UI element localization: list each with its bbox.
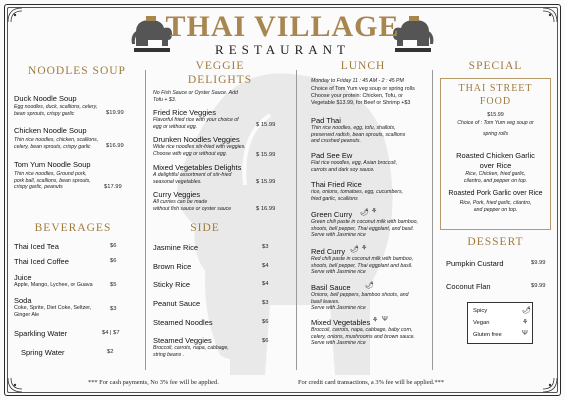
menu-item-roasted-chicken-garlic-line2: over Rice — [479, 161, 512, 170]
item-price: $19.99 — [106, 110, 124, 116]
item-desc: and crushed peanuts. — [311, 138, 361, 144]
item-price: $ 15.99 — [256, 152, 276, 158]
chili-icon: 🌶 — [365, 282, 374, 289]
item-desc: Coke, Sprite, Diet Coke, Seltzer, — [14, 305, 92, 311]
column-divider-3 — [432, 70, 433, 370]
item-price: $ 15.99 — [256, 179, 276, 185]
menu-item-steamed-noodles: Steamed Noodles — [153, 318, 213, 327]
menu-item-sparkling-water: Sparkling Water — [14, 329, 68, 338]
item-price: $17.99 — [104, 184, 122, 190]
item-price: $6 — [110, 243, 117, 249]
menu-item-juice: Juice — [14, 273, 32, 282]
section-title-beverages: BEVERAGES — [34, 222, 112, 234]
item-price: $4 — [262, 281, 269, 287]
item-price: $4 | $7 — [102, 330, 120, 336]
menu-item-tom-yum-noodle-soup: Tom Yum Noodle Soup — [14, 160, 91, 169]
gluten-free-icon: Ψ — [522, 330, 528, 337]
menu-item-mixed-vegetables: Mixed Vegetables — [311, 318, 371, 327]
item-desc: Choose with egg or without egg. — [153, 150, 228, 157]
gluten-free-icon: Ψ — [382, 316, 388, 323]
special-box-title-line1: THAI STREET — [458, 83, 533, 94]
veggie-note: No Fish Sauce or Oyster Sauce. Add — [153, 90, 238, 96]
menu-item-peanut-sauce: Peanut Sauce — [153, 299, 201, 308]
dietary-legend — [467, 302, 533, 344]
vegan-icon: ⚘ — [361, 245, 368, 252]
item-desc: fried garlic, scallions — [311, 195, 358, 202]
lunch-intro: Choice of Tom Yum veg soup or spring rolls — [311, 85, 415, 92]
item-desc: celery, onions, mushrooms and brown sauce. — [311, 333, 415, 340]
menu-item-roasted-chicken-garlic: Roasted Chicken Garlic — [456, 151, 535, 160]
vegan-icon: ⚘ — [522, 319, 529, 326]
corner-ornament-bottom-right — [541, 376, 559, 394]
section-title-veggie-line1: VEGGIE — [195, 60, 245, 72]
item-desc: Thin rice noodles, Ground pork, — [14, 171, 87, 177]
item-desc: Serve with Jasmine rice — [311, 340, 366, 346]
menu-item-spring-water: Spring Water — [21, 348, 65, 357]
column-divider-1 — [145, 70, 146, 370]
menu-item-drunken-noodles-veggies: Drunken Noodles Veggies — [153, 135, 240, 144]
item-desc: Flavorful fried rice with your choice of — [153, 117, 239, 123]
menu-item-fried-rice-veggies: Fried Rice Veggies — [153, 108, 216, 117]
legend-label-gluten-free: Gluten free — [473, 332, 502, 338]
item-desc: All curries can be made — [153, 199, 208, 205]
item-desc: Broccoli, carrots, napa, cabbage, baby corn, — [311, 327, 413, 333]
restaurant-subtitle: RESTAURANT — [215, 42, 350, 57]
column-divider-2 — [296, 70, 297, 370]
item-desc: Apple, Mango, Lychee, or Guava — [14, 282, 93, 288]
section-title-lunch: LUNCH — [340, 60, 386, 72]
item-desc: bean sprouts, crispy garlic — [14, 110, 75, 117]
veggie-note: Tofu + $3. — [153, 96, 177, 103]
menu-item-jasmine-rice: Jasmine Rice — [153, 243, 199, 252]
item-desc: Broccoli, carrots, napa, cabbage, — [153, 345, 229, 351]
item-desc: Red chili paste in coconut milk with bamboo, — [311, 256, 414, 262]
menu-item-mixed-vegetables-delights: Mixed Vegetables Delights — [153, 163, 242, 172]
section-title-side: SIDE — [190, 222, 220, 234]
item-desc: without fish sauce or oyster sauce — [153, 205, 232, 212]
lunch-hours: Monday to Friday 11 : 45 AM - 2 : 45 PM — [311, 78, 404, 84]
item-price: $ 16.99 — [256, 206, 276, 212]
item-desc: Serve with Jasmine rice — [311, 232, 366, 238]
menu-item-green-curry: Green Curry — [311, 210, 353, 219]
item-desc: cilantro, and pepper on top. — [463, 177, 528, 184]
menu-item-brown-rice: Brown Rice — [153, 262, 192, 271]
item-desc: string beans . — [153, 351, 185, 358]
menu-item-thai-fried-rice: Thai Fried Rice — [311, 180, 362, 189]
chili-icon: 🌶 — [522, 307, 531, 314]
item-desc: preserved radish, bean sprouts, scallions — [311, 131, 406, 138]
item-desc: Ginger Ale — [14, 311, 40, 318]
item-desc: shoots, bell pepper, Thai eggplant, and basil. — [311, 225, 414, 232]
item-desc: Wide rice noodles stir-fried with veggies. — [153, 144, 246, 150]
menu-item-duck-noodle-soup: Duck Noodle Soup — [14, 94, 77, 103]
item-desc: seasonal vegetables. — [153, 178, 202, 185]
menu-item-curry-veggies: Curry Veggies — [153, 190, 201, 199]
item-desc: Egg noodles, duck, scallions, celery, — [14, 104, 98, 110]
item-desc: Thin rice noodles, egg, tofu, shallots, — [311, 125, 396, 131]
item-desc: A delightful assortment of stir-fried — [153, 172, 232, 178]
section-title-dessert: DESSERT — [467, 236, 524, 248]
menu-item-thai-iced-coffee: Thai Iced Coffee — [14, 257, 69, 266]
menu-item-thai-iced-tea: Thai Iced Tea — [14, 242, 59, 251]
special-box-title-line2: FOOD — [479, 96, 512, 107]
item-desc: Flat rice noodles, egg, Asian broccoli, — [311, 160, 398, 166]
item-price: $2 — [107, 349, 114, 355]
item-desc: rice, onions, tomatoes, egg, cucumbers, — [311, 189, 403, 195]
lunch-intro: Vegetable $13.99, for Beef or Shrimp +$3 — [311, 99, 411, 106]
corner-ornament-bottom-left — [6, 376, 24, 394]
item-desc: carrots and dark soy sauce. — [311, 166, 375, 173]
item-price: $6 — [262, 338, 269, 344]
item-desc: basil leaves. — [311, 298, 340, 305]
item-desc: crispy garlic, peanuts — [14, 184, 63, 190]
item-price: $4 — [262, 263, 269, 269]
special-price: $15.99 — [487, 112, 504, 118]
menu-item-basil-sauce: Basil Sauce — [311, 283, 351, 292]
section-title-noodles: NOODLES SOUP — [28, 65, 126, 77]
menu-item-chicken-noodle-soup: Chicken Noodle Soup — [14, 126, 87, 135]
item-desc: pork ball, scallions, bean sprouts, — [14, 177, 91, 184]
legend-label-spicy: Spicy — [473, 308, 488, 314]
lunch-intro: Choose your protein: Chicken, Tofu, or — [311, 92, 403, 99]
item-desc: Rice, Pork, fried garlic, cilantro, — [459, 200, 532, 206]
item-price: $3 — [262, 244, 269, 250]
item-price: $9.99 — [531, 260, 546, 266]
menu-item-sticky-rice: Sticky Rice — [153, 280, 191, 289]
menu-item-pumpkin-custard: Pumpkin Custard — [446, 259, 504, 268]
item-desc: Serve with Jasmine rice — [311, 305, 366, 311]
section-title-special: SPECIAL — [468, 60, 523, 72]
item-price: $6 — [262, 319, 269, 325]
item-desc: shoots, bell pepper, Thai eggplant and basil. — [311, 262, 413, 269]
menu-item-coconut-flan: Coconut Flan — [446, 282, 491, 291]
item-desc: Thin rice noodles, chicken, scallions, — [14, 137, 99, 143]
footer-card-note: For credit card transactions, a 3% fee will be applied.*** — [298, 379, 445, 386]
menu-item-soda: Soda — [14, 296, 32, 305]
item-price: $9.99 — [531, 283, 546, 289]
vegan-icon: ⚘ — [371, 208, 378, 215]
menu-item-pad-see-ew: Pad See Ew — [311, 151, 353, 160]
item-desc: Rice, Chicken, fried garlic, — [465, 171, 526, 177]
item-desc: celery, bean sprouts, crispy garlic — [14, 143, 91, 150]
special-choice: spring rolls — [482, 131, 509, 137]
item-desc: Onions, bell peppers, bamboo shoots, and — [311, 292, 409, 298]
menu-item-red-curry: Red Curry — [311, 247, 346, 256]
restaurant-title: THAI VILLAGE — [165, 10, 400, 43]
item-price: $3 — [110, 306, 117, 312]
item-price: $3 — [262, 300, 269, 306]
vegan-icon: ⚘ — [372, 317, 379, 324]
item-price: $16.99 — [106, 143, 124, 149]
item-desc: egg or without egg. — [153, 123, 198, 130]
item-desc: Serve with Jasmine rice — [311, 269, 366, 275]
item-price: $6 — [110, 258, 117, 264]
menu-item-steamed-veggies: Steamed Veggies — [153, 336, 212, 345]
item-desc: Green chili paste in coconut milk with bamboo, — [311, 219, 418, 225]
menu-item-roasted-pork-garlic: Roasted Pork Garlic over Rice — [448, 190, 543, 197]
legend-label-vegan: Vegan — [473, 320, 490, 326]
item-price: $5 — [110, 282, 117, 288]
menu-item-pad-thai: Pad Thai — [311, 116, 341, 125]
item-price: $ 15.99 — [256, 122, 276, 128]
special-choice: Choice of : Tom Yum veg soup or — [457, 120, 534, 126]
footer-cash-note: *** For cash payments, No 3% fee will be applied. — [88, 379, 219, 386]
item-desc: and pepper on top. — [473, 206, 518, 213]
chili-icon: 🌶 — [360, 209, 369, 216]
chili-icon: 🌶 — [350, 246, 359, 253]
section-title-veggie-line2: DELIGHTS — [187, 74, 253, 86]
